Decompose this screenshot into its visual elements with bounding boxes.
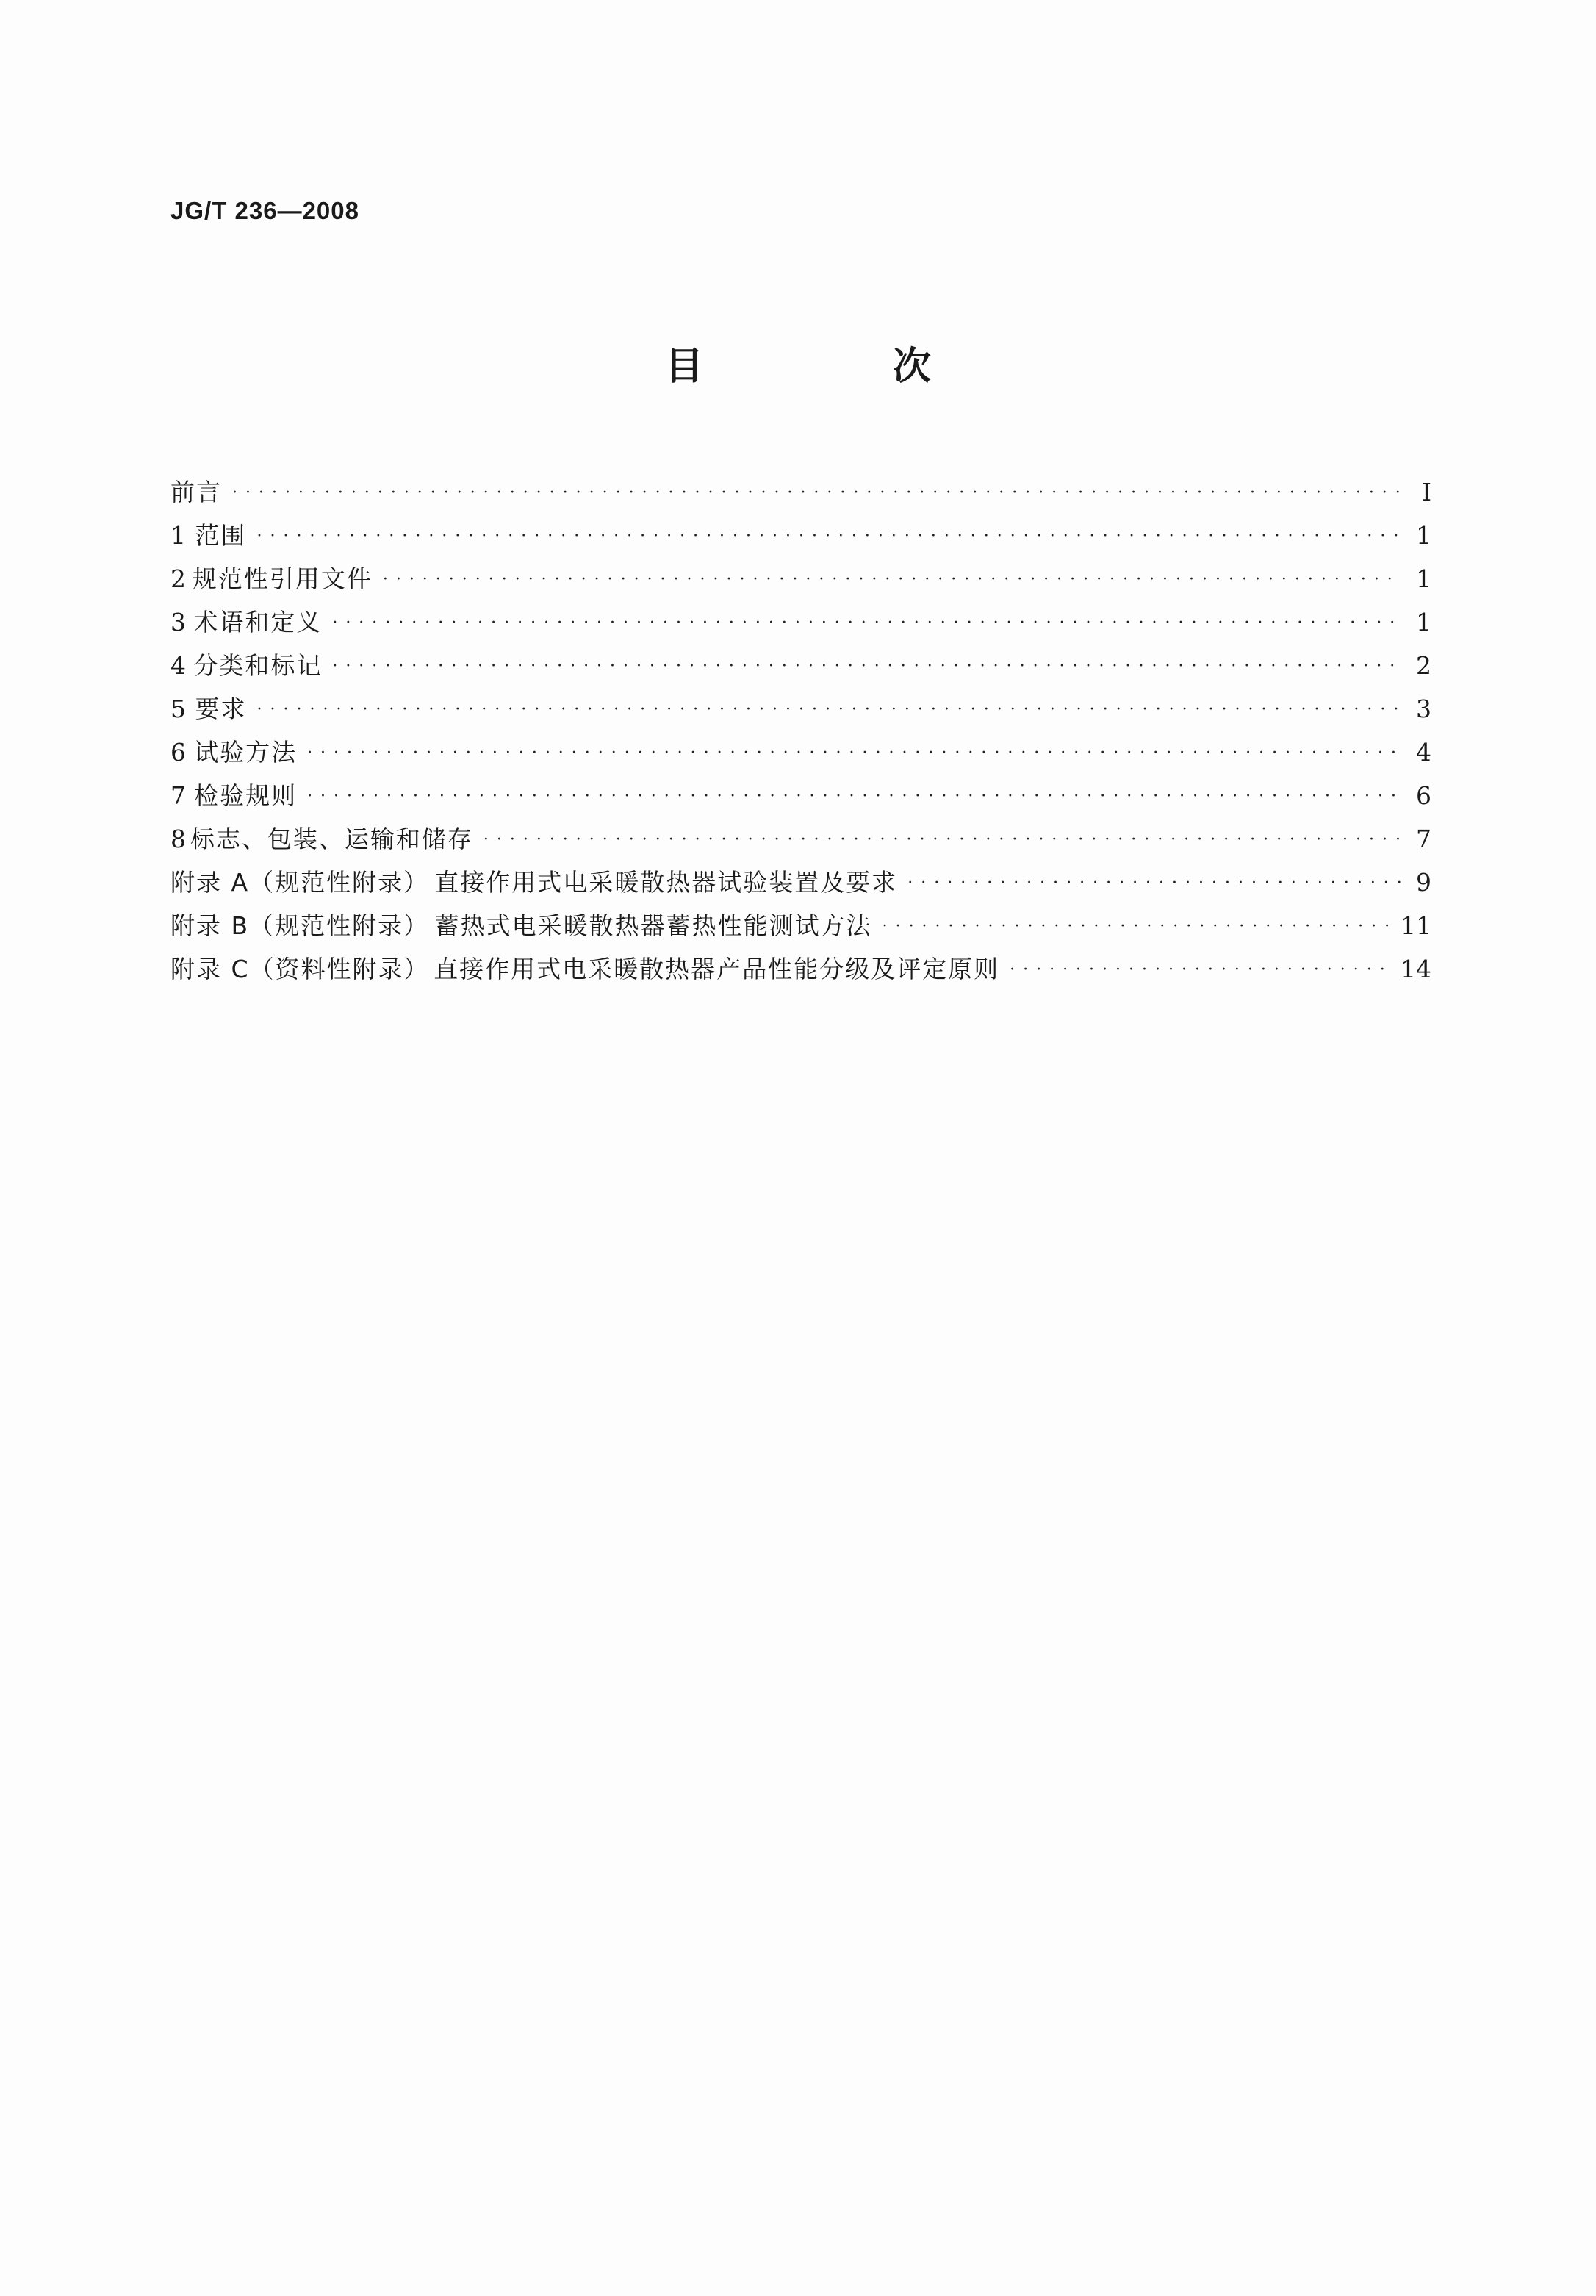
- toc-entry-label: 试验方法: [194, 738, 298, 767]
- toc-entry-number: 5: [170, 695, 186, 723]
- toc-entry-5[interactable]: [170, 687, 1431, 731]
- toc-entry-2[interactable]: [170, 557, 1431, 600]
- toc-entry-foreword[interactable]: [170, 470, 1431, 514]
- toc-leader-dots: [332, 601, 1401, 645]
- toc-entry-7[interactable]: [170, 774, 1431, 817]
- toc-entry-label: 前言: [170, 478, 222, 506]
- toc-leader-dots: [907, 861, 1401, 905]
- toc-entry-page: 6: [1416, 781, 1431, 810]
- toc-entry-label: 规范性引用文件: [192, 564, 373, 593]
- toc-entry-number: 4: [170, 651, 186, 680]
- toc-annex-prefix: 附录 C（资料性附录）: [170, 955, 430, 983]
- toc-entry-page: 2: [1416, 651, 1431, 680]
- toc-entry-page: 14: [1401, 955, 1431, 983]
- toc-leader-dots: [257, 688, 1401, 731]
- toc-entry-page: 11: [1401, 911, 1431, 940]
- toc-entry-annex-c[interactable]: [170, 947, 1431, 991]
- toc-entry-page: 9: [1416, 868, 1431, 897]
- toc-entry-number: 6: [170, 738, 186, 767]
- toc-leader-dots: [1010, 948, 1390, 991]
- toc-entry-page: 1: [1416, 608, 1431, 636]
- toc-entry-page: 1: [1416, 521, 1431, 550]
- toc-entry-4[interactable]: [170, 644, 1431, 687]
- toc-entry-label: 检验规则: [194, 781, 298, 810]
- page-title: 目 次: [664, 345, 1020, 389]
- toc-entry-label: 直接作用式电采暖散热器试验装置及要求: [434, 868, 898, 897]
- toc-entry-page: Ⅰ: [1421, 478, 1431, 506]
- toc-entry-number: 2: [170, 564, 186, 593]
- toc-leader-dots: [307, 775, 1401, 818]
- toc-entry-label: 要求: [195, 695, 247, 723]
- toc-leader-dots: [484, 818, 1401, 861]
- toc-entry-annex-b[interactable]: [170, 904, 1431, 947]
- toc-leader-dots: [307, 731, 1401, 775]
- toc-entry-label: 蓄热式电采暖散热器蓄热性能测试方法: [434, 911, 872, 940]
- toc-leader-dots: [257, 514, 1401, 558]
- toc-leader-dots: [332, 645, 1401, 688]
- toc-entry-label: 范围: [195, 521, 247, 550]
- toc-entry-label: 分类和标记: [193, 651, 323, 680]
- toc-entry-page: 1: [1416, 564, 1431, 593]
- toc-leader-dots: [883, 905, 1390, 948]
- toc-entry-page: 4: [1416, 738, 1431, 767]
- toc-entry-8[interactable]: [170, 817, 1431, 861]
- toc-entry-number: 7: [170, 781, 186, 810]
- toc-entry-1[interactable]: [170, 514, 1431, 557]
- standard-code: JG/T 236—2008: [170, 197, 359, 224]
- toc-annex-prefix: 附录 B（规范性附录）: [170, 911, 430, 940]
- toc-entry-label: 直接作用式电采暖散热器产品性能分级及评定原则: [434, 955, 1000, 983]
- toc-entry-3[interactable]: [170, 600, 1431, 644]
- toc-leader-dots: [383, 558, 1401, 601]
- toc-entry-number: 3: [170, 608, 186, 636]
- toc-entry-page: 3: [1416, 695, 1431, 723]
- toc-entry-number: 1: [170, 521, 186, 550]
- toc-entry-annex-a[interactable]: [170, 861, 1431, 904]
- table-of-contents: [170, 470, 1431, 991]
- toc-entry-number: 8: [170, 825, 186, 853]
- toc-annex-prefix: 附录 A（规范性附录）: [170, 868, 430, 897]
- toc-entry-6[interactable]: [170, 731, 1431, 774]
- toc-entry-label: 术语和定义: [193, 608, 323, 636]
- toc-entry-page: 7: [1416, 825, 1431, 853]
- toc-entry-label: 标志、包装、运输和储存: [190, 825, 473, 853]
- toc-leader-dots: [232, 471, 1401, 514]
